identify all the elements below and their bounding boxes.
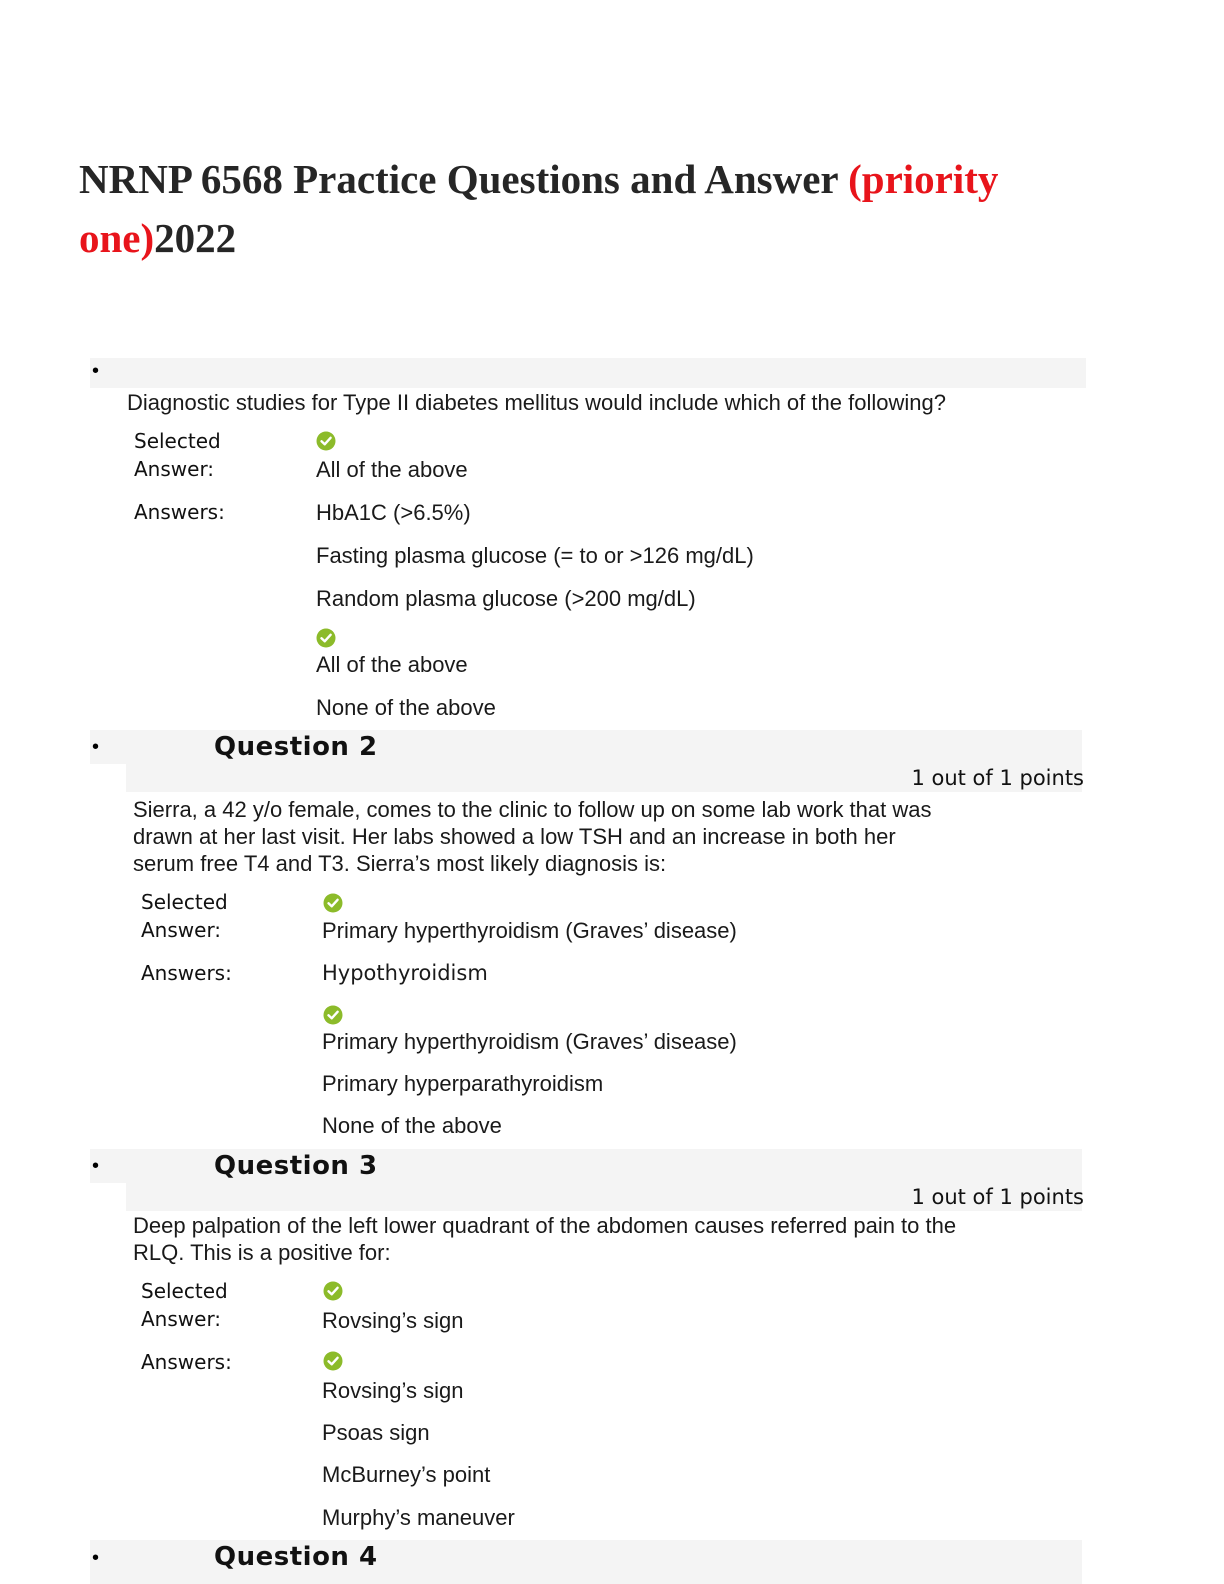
- check-icon: [316, 628, 336, 648]
- question-2-bullet: •: [92, 736, 100, 758]
- question-2-answer-option: None of the above: [322, 1113, 502, 1138]
- check-icon: [323, 1005, 343, 1025]
- title-priority-red: (priority: [848, 156, 999, 202]
- question-3-heading: Question 3: [214, 1151, 378, 1181]
- question-3-bullet: •: [92, 1155, 100, 1177]
- question-1-header-band: [90, 358, 1086, 388]
- question-2-text-line: drawn at her last visit. Her labs showed a low TSH and an increase in both her: [133, 824, 896, 849]
- document-title: [79, 150, 1109, 268]
- selected-answer-label-2b: Answer:: [141, 918, 222, 942]
- question-2-points: 1 out of 1 points: [911, 766, 1084, 790]
- question-1-answer-option-correct: All of the above: [316, 652, 468, 677]
- question-4-heading: Question 4: [214, 1542, 378, 1572]
- question-3-text-line: RLQ. This is a positive for:: [133, 1240, 391, 1265]
- question-1-answer-option: Fasting plasma glucose (= to or >126 mg/dL): [316, 543, 754, 568]
- question-2-answer-option: Hypothyroidism: [322, 961, 488, 985]
- question-1-answer-option: Random plasma glucose (>200 mg/dL): [316, 586, 696, 611]
- check-icon: [316, 431, 336, 451]
- question-2-answer-option-correct: Primary hyperthyroidism (Graves’ disease): [322, 1029, 737, 1054]
- question-3-answer-option: Murphy’s maneuver: [322, 1505, 515, 1530]
- question-3-answer-option-correct: Rovsing’s sign: [322, 1378, 464, 1403]
- check-icon: [323, 1351, 343, 1371]
- title-main: NRNP 6568 Practice Questions and Answer: [79, 156, 849, 202]
- question-1-bullet: •: [92, 360, 100, 382]
- question-3-points: 1 out of 1 points: [911, 1185, 1084, 1209]
- question-2-selected-answer: Primary hyperthyroidism (Graves’ disease): [322, 918, 737, 943]
- question-3-text-line: Deep palpation of the left lower quadrant of the abdomen causes referred pain to the: [133, 1213, 957, 1238]
- question-2-text-line: serum free T4 and T3. Sierra’s most likely diagnosis is:: [133, 851, 667, 876]
- answers-label-1: Answers:: [134, 500, 225, 524]
- question-3-selected-answer: Rovsing’s sign: [322, 1308, 464, 1333]
- question-4-bullet: •: [92, 1547, 100, 1569]
- title-priority-red-2: one): [79, 215, 155, 261]
- check-icon: [323, 893, 343, 913]
- check-icon: [323, 1281, 343, 1301]
- question-1-text: Diagnostic studies for Type II diabetes mellitus would include which of the following?: [127, 390, 946, 415]
- answers-label-3: Answers:: [141, 1350, 232, 1374]
- question-1-selected-answer: All of the above: [316, 457, 468, 482]
- question-1-answer-option: HbA1C (>6.5%): [316, 500, 471, 525]
- question-3-answer-option: McBurney’s point: [322, 1462, 491, 1487]
- selected-answer-label-1a: Selected: [134, 429, 221, 453]
- question-2-heading: Question 2: [214, 732, 378, 762]
- title-year: 2022: [154, 215, 237, 261]
- question-1-answer-option: None of the above: [316, 695, 496, 720]
- selected-answer-label-3b: Answer:: [141, 1307, 222, 1331]
- answers-label-2: Answers:: [141, 961, 232, 985]
- selected-answer-label-3a: Selected: [141, 1279, 228, 1303]
- selected-answer-label-1b: Answer:: [134, 457, 215, 481]
- selected-answer-label-2a: Selected: [141, 890, 228, 914]
- question-3-answer-option: Psoas sign: [322, 1420, 430, 1445]
- question-2-answer-option: Primary hyperparathyroidism: [322, 1071, 604, 1096]
- question-2-text-line: Sierra, a 42 y/o female, comes to the clinic to follow up on some lab work that was: [133, 797, 932, 822]
